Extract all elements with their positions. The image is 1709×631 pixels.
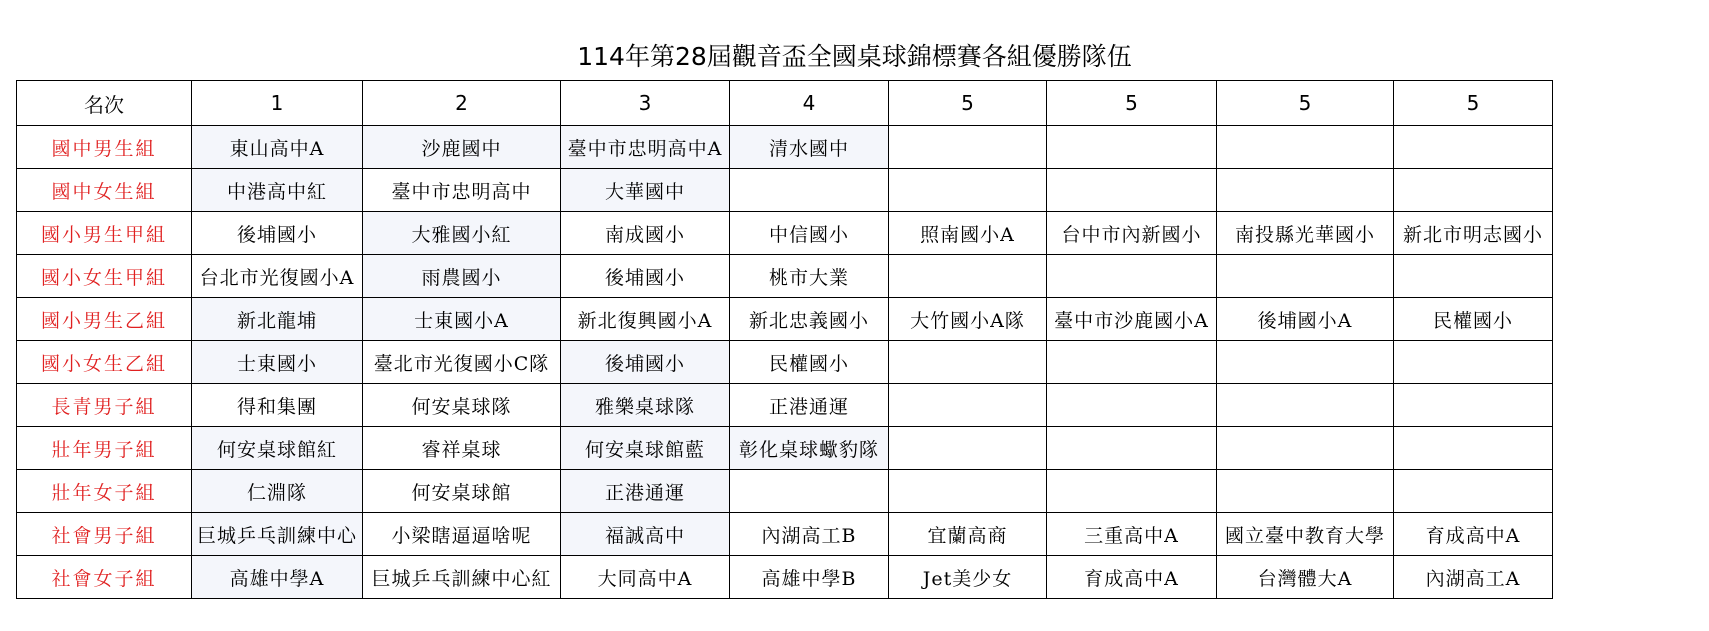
header-rank-4: 4 bbox=[730, 81, 889, 126]
group-name-cell: 國小男生乙組 bbox=[17, 298, 192, 341]
team-cell bbox=[1047, 341, 1217, 384]
team-cell: 民權國小 bbox=[730, 341, 889, 384]
team-cell: 大同高中A bbox=[561, 556, 730, 599]
group-name-cell: 壯年男子組 bbox=[17, 427, 192, 470]
team-cell: 臺中市忠明高中 bbox=[363, 169, 561, 212]
team-cell bbox=[889, 169, 1047, 212]
group-name-cell: 長青男子組 bbox=[17, 384, 192, 427]
team-cell bbox=[889, 341, 1047, 384]
team-cell: 臺北市光復國小C隊 bbox=[363, 341, 561, 384]
team-cell bbox=[1394, 255, 1553, 298]
team-cell bbox=[1217, 126, 1394, 169]
team-cell: 新北忠義國小 bbox=[730, 298, 889, 341]
team-cell: 三重高中A bbox=[1047, 513, 1217, 556]
table-row bbox=[17, 255, 1553, 298]
team-cell: 新北市明志國小 bbox=[1394, 212, 1553, 255]
header-rank-5: 5 bbox=[1394, 81, 1553, 126]
table-row bbox=[17, 212, 1553, 255]
team-cell bbox=[1394, 470, 1553, 513]
team-cell: 正港通運 bbox=[561, 470, 730, 513]
team-cell: 內湖高工B bbox=[730, 513, 889, 556]
team-cell bbox=[1047, 384, 1217, 427]
team-cell bbox=[1047, 427, 1217, 470]
team-cell: 雅樂桌球隊 bbox=[561, 384, 730, 427]
team-cell: 照南國小A bbox=[889, 212, 1047, 255]
table-row bbox=[17, 169, 1553, 212]
team-cell bbox=[889, 255, 1047, 298]
team-cell: 南投縣光華國小 bbox=[1217, 212, 1394, 255]
team-cell bbox=[889, 427, 1047, 470]
team-cell: 後埔國小A bbox=[1217, 298, 1394, 341]
team-cell: 新北復興國小A bbox=[561, 298, 730, 341]
team-cell bbox=[730, 169, 889, 212]
header-rank-label: 名次 bbox=[17, 81, 192, 126]
team-cell: 睿祥桌球 bbox=[363, 427, 561, 470]
team-cell: 雨農國小 bbox=[363, 255, 561, 298]
team-cell: 民權國小 bbox=[1394, 298, 1553, 341]
table-body bbox=[17, 126, 1553, 599]
group-name-cell: 社會男子組 bbox=[17, 513, 192, 556]
team-cell: 台灣體大A bbox=[1217, 556, 1394, 599]
team-cell: 高雄中學A bbox=[192, 556, 363, 599]
team-cell: 大華國中 bbox=[561, 169, 730, 212]
team-cell bbox=[1047, 169, 1217, 212]
group-name-cell: 國中女生組 bbox=[17, 169, 192, 212]
team-cell: 仁淵隊 bbox=[192, 470, 363, 513]
header-rank-3: 3 bbox=[561, 81, 730, 126]
group-name-cell: 國中男生組 bbox=[17, 126, 192, 169]
table-row bbox=[17, 556, 1553, 599]
team-cell: 台北市光復國小A bbox=[192, 255, 363, 298]
team-cell: 中信國小 bbox=[730, 212, 889, 255]
team-cell bbox=[889, 384, 1047, 427]
team-cell: 高雄中學B bbox=[730, 556, 889, 599]
team-cell: 新北龍埔 bbox=[192, 298, 363, 341]
group-name-cell: 國小男生甲組 bbox=[17, 212, 192, 255]
team-cell: 臺中市忠明高中A bbox=[561, 126, 730, 169]
team-cell: Jet美少女 bbox=[889, 556, 1047, 599]
header-rank-5: 5 bbox=[1217, 81, 1394, 126]
team-cell bbox=[1394, 384, 1553, 427]
team-cell: 何安桌球隊 bbox=[363, 384, 561, 427]
team-cell: 福誠高中 bbox=[561, 513, 730, 556]
team-cell bbox=[889, 126, 1047, 169]
team-cell bbox=[730, 470, 889, 513]
header-rank-1: 1 bbox=[192, 81, 363, 126]
header-rank-2: 2 bbox=[363, 81, 561, 126]
team-cell bbox=[1394, 427, 1553, 470]
team-cell: 小梁瞎逼逼啥呢 bbox=[363, 513, 561, 556]
team-cell bbox=[1394, 169, 1553, 212]
header-rank-5: 5 bbox=[1047, 81, 1217, 126]
table-row bbox=[17, 384, 1553, 427]
team-cell: 內湖高工A bbox=[1394, 556, 1553, 599]
team-cell: 士東國小 bbox=[192, 341, 363, 384]
group-name-cell: 國小女生甲組 bbox=[17, 255, 192, 298]
team-cell: 巨城乒乓訓練中心紅 bbox=[363, 556, 561, 599]
team-cell: 後埔國小 bbox=[192, 212, 363, 255]
team-cell bbox=[1394, 341, 1553, 384]
team-cell: 大竹國小A隊 bbox=[889, 298, 1047, 341]
team-cell bbox=[889, 470, 1047, 513]
team-cell bbox=[1047, 255, 1217, 298]
team-cell: 南成國小 bbox=[561, 212, 730, 255]
table-row bbox=[17, 427, 1553, 470]
table-row bbox=[17, 470, 1553, 513]
team-cell: 育成高中A bbox=[1047, 556, 1217, 599]
team-cell bbox=[1217, 341, 1394, 384]
team-cell bbox=[1217, 384, 1394, 427]
table-row bbox=[17, 298, 1553, 341]
team-cell: 沙鹿國中 bbox=[363, 126, 561, 169]
team-cell: 士東國小A bbox=[363, 298, 561, 341]
group-name-cell: 壯年女子組 bbox=[17, 470, 192, 513]
table-row bbox=[17, 513, 1553, 556]
page-title: 114年第28屆觀音盃全國桌球錦標賽各組優勝隊伍 bbox=[577, 42, 1132, 71]
team-cell bbox=[1217, 169, 1394, 212]
team-cell: 國立臺中教育大學 bbox=[1217, 513, 1394, 556]
team-cell bbox=[1217, 427, 1394, 470]
team-cell: 何安桌球館 bbox=[363, 470, 561, 513]
team-cell: 臺中市沙鹿國小A bbox=[1047, 298, 1217, 341]
team-cell: 清水國中 bbox=[730, 126, 889, 169]
team-cell bbox=[1047, 126, 1217, 169]
team-cell: 得和集團 bbox=[192, 384, 363, 427]
table-row bbox=[17, 341, 1553, 384]
results-table bbox=[16, 80, 1553, 599]
team-cell: 中港高中紅 bbox=[192, 169, 363, 212]
team-cell bbox=[1394, 126, 1553, 169]
team-cell: 東山高中A bbox=[192, 126, 363, 169]
team-cell bbox=[1217, 470, 1394, 513]
team-cell: 桃市大業 bbox=[730, 255, 889, 298]
header-row bbox=[17, 81, 1553, 126]
table-row bbox=[17, 126, 1553, 169]
team-cell: 後埔國小 bbox=[561, 255, 730, 298]
team-cell: 何安桌球館藍 bbox=[561, 427, 730, 470]
team-cell bbox=[1217, 255, 1394, 298]
group-name-cell: 社會女子組 bbox=[17, 556, 192, 599]
team-cell: 後埔國小 bbox=[561, 341, 730, 384]
group-name-cell: 國小女生乙組 bbox=[17, 341, 192, 384]
team-cell: 彰化桌球蠍豹隊 bbox=[730, 427, 889, 470]
team-cell: 巨城乒乓訓練中心 bbox=[192, 513, 363, 556]
team-cell: 正港通運 bbox=[730, 384, 889, 427]
team-cell bbox=[1047, 470, 1217, 513]
team-cell: 何安桌球館紅 bbox=[192, 427, 363, 470]
team-cell: 大雅國小紅 bbox=[363, 212, 561, 255]
team-cell: 育成高中A bbox=[1394, 513, 1553, 556]
team-cell: 宜蘭高商 bbox=[889, 513, 1047, 556]
team-cell: 台中市內新國小 bbox=[1047, 212, 1217, 255]
header-rank-5: 5 bbox=[889, 81, 1047, 126]
